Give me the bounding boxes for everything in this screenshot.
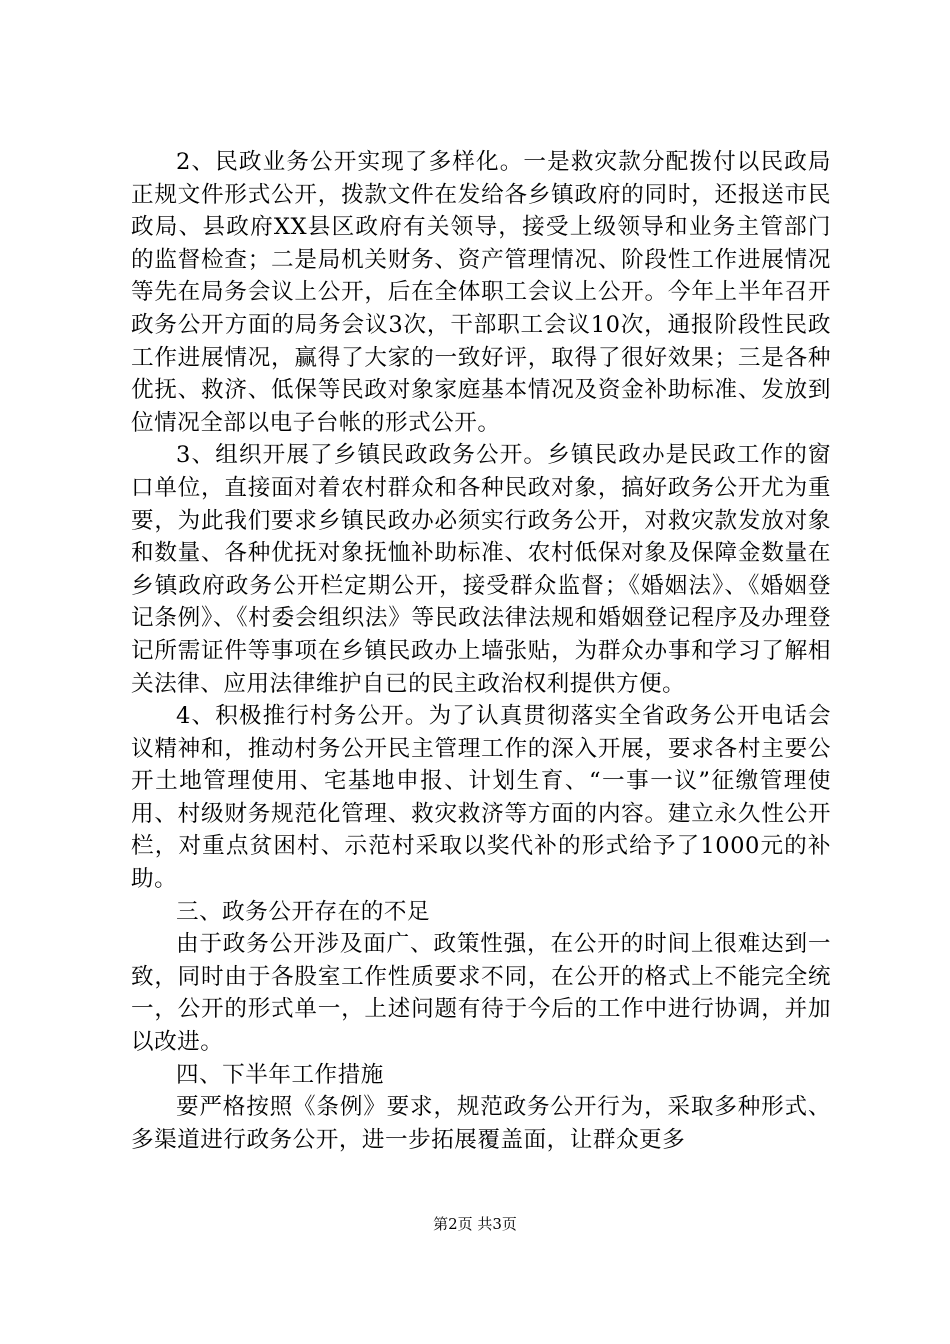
section-heading-shortcomings: 三、政务公开存在的不足 [176,898,431,925]
page-number-footer: 第2页 共3页 [433,1215,517,1233]
paragraph-shortcomings: 由于政务公开涉及面广、政策性强，在公开的时间上很难达到一致，同时由于各股室工作性质要求不同，在公开的格式上不能完全统一，公开的形式单一，上述问题有待于今后的工作中进行协调，并加以改进。 [131,931,831,1056]
paragraph-4-village-disclosure: 4、积极推行村务公开。为了认真贯彻落实全省政务公开电话会议精神和，推动村务公开民主管理工作的深入开展，要求各村主要公开土地管理使用、宅基地申报、计划生育、“一事一议”征缴管理使用、村级财务规范化管理、救灾救济等方面的内容。建立永久性公开栏，对重点贫困村、示范村采取以奖代补的形式给予了1000元的补助。 [131,703,831,893]
section-heading-measures: 四、下半年工作措施 [176,1061,384,1088]
paragraph-2-diversified-disclosure: 2、民政业务公开实现了多样化。一是救灾款分配拨付以民政局正规文件形式公开，拨款文件在发给各乡镇政府的同时，还报送市民政局、县政府XX县区政府有关领导，接受上级领导和业务主管部门的监督检查；二是局机关财务、资产管理情况、阶段性工作进展情况等先在局务会议上公开，后在全体职工会议上公开。今年上半年召开政务公开方面的局务会议3次，干部职工会议10次，通报阶段性民政工作进展情况，赢得了大家的一致好评，取得了很好效果；三是各种优抚、救济、低保等民政对象家庭基本情况及资金补助标准、发放到位情况全部以电子台帐的形式公开。 [131,149,831,436]
paragraph-3-township-disclosure: 3、组织开展了乡镇民政政务公开。乡镇民政办是民政工作的窗口单位，直接面对着农村群众和各种民政对象，搞好政务公开尤为重要，为此我们要求乡镇民政办必须实行政务公开，对救灾款发放对象和数量、各种优抚对象抚恤补助标准、农村低保对象及保障金数量在乡镇政府政务公开栏定期公开，接受群众监督；《婚姻法》、《婚姻登记条例》、《村委会组织法》等民政法律法规和婚姻登记程序及办理登记所需证件等事项在乡镇民政办上墙张贴，为群众办事和学习了解相关法律、应用法律维护自已的民主政治权利提供方便。 [131,442,831,697]
paragraph-measures: 要严格按照《条例》要求，规范政务公开行为，采取多种形式、多渠道进行政务公开，进一步拓展覆盖面，让群众更多 [131,1094,831,1153]
document-body [131,146,831,1156]
